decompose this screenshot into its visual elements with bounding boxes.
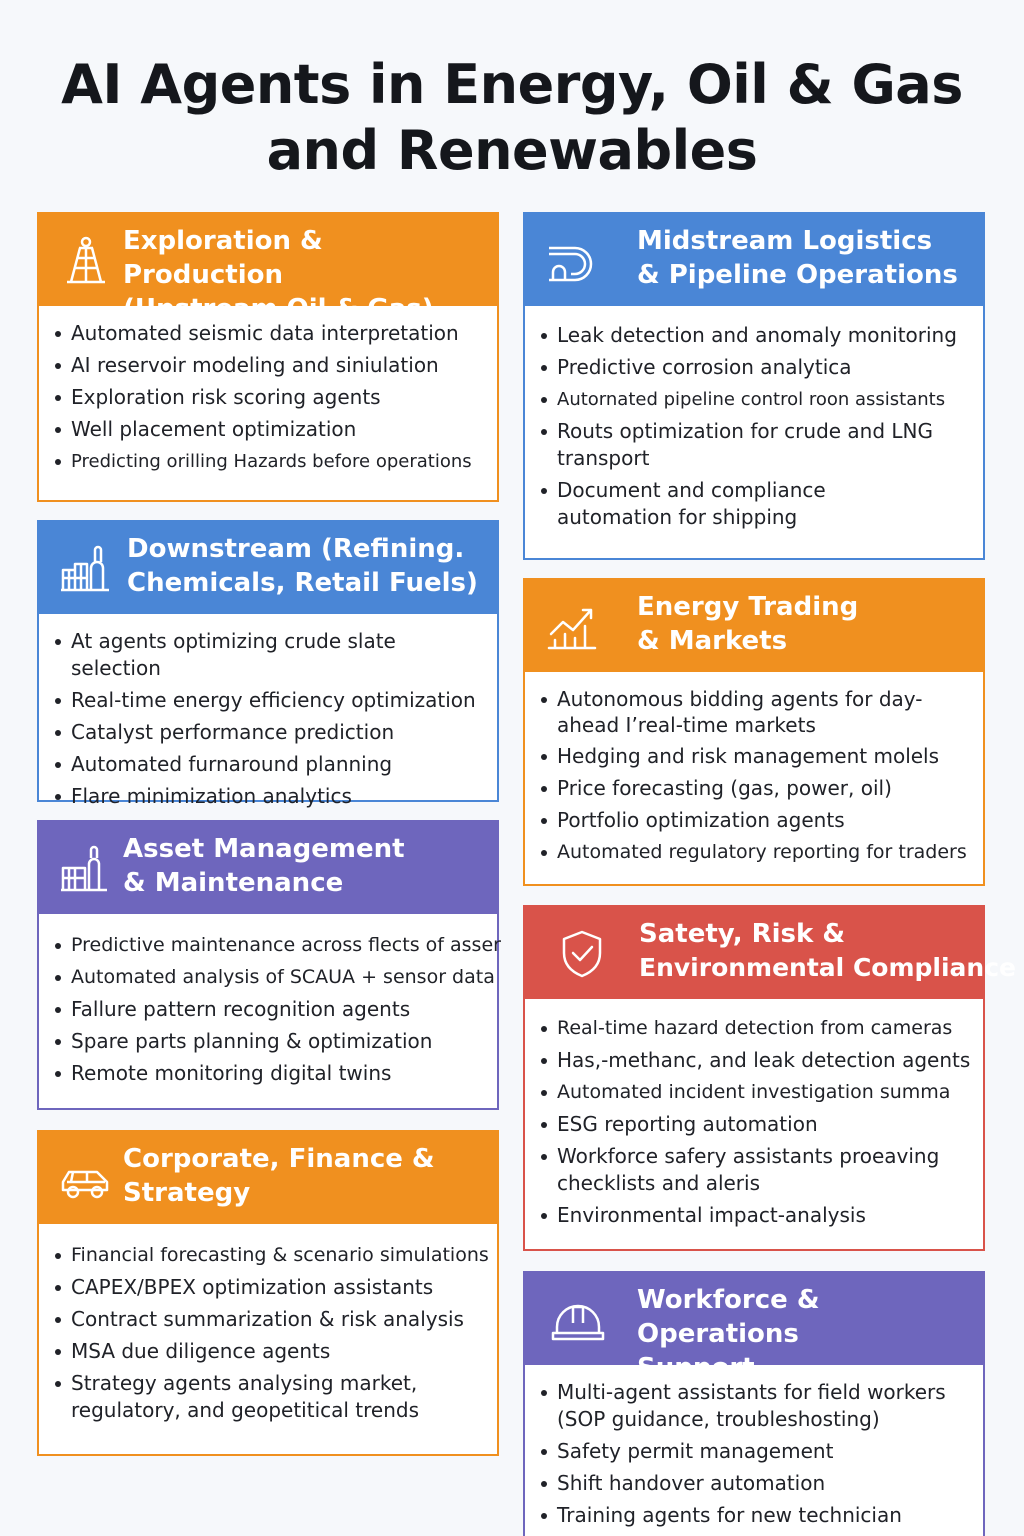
list-item: Automated furnaround planning — [71, 751, 491, 783]
card-title-line1: Downstream (Refining. — [127, 534, 465, 564]
card-header — [39, 822, 497, 914]
list-item: Leak detection and anomaly monitoring — [557, 322, 977, 354]
list-item: Automated seismic data interpretation — [71, 320, 491, 352]
list-item: Remote monitoring digital twins — [71, 1060, 491, 1092]
card-header — [39, 214, 497, 324]
page-title — [0, 52, 1024, 184]
card-header — [39, 522, 497, 614]
list-item: Safety permit management — [557, 1438, 977, 1470]
card-header — [525, 580, 983, 672]
list-item: Financial forecasting & scenario simulations — [71, 1242, 491, 1274]
list-item: Catalyst performance prediction — [71, 719, 491, 751]
list-item: Shift handover automation — [557, 1470, 977, 1502]
card-title-line2: & Markets — [637, 626, 788, 656]
card-list — [39, 1224, 497, 1443]
card-title-line2: & Pipeline Operations — [637, 260, 958, 290]
page-title-line2: and Renewables — [266, 119, 758, 182]
list-item: Flare minimization analytics — [71, 783, 491, 815]
shield-check-icon — [555, 929, 609, 979]
list-item: Hedging and risk management molels — [557, 743, 977, 775]
list-item: Predictive corrosion analytica — [557, 354, 977, 386]
trend-chart-icon — [545, 602, 599, 652]
card-title-line1: Corporate, Finance & — [123, 1144, 435, 1174]
card-header — [525, 214, 983, 306]
list-item: Predicting orilling Hazards before operations — [71, 448, 491, 480]
list-item: Well placement optimization — [71, 416, 491, 448]
list-item: Environmental impact-analysis — [557, 1202, 977, 1234]
card-list — [525, 672, 983, 885]
card-title-line1: Exploration & Production — [123, 226, 323, 290]
card-list — [39, 306, 497, 494]
list-item: At agents optimizing crude slate selection — [71, 628, 491, 687]
list-item: Exploration risk scoring agents — [71, 384, 491, 416]
oil-derrick-icon — [59, 236, 113, 286]
list-item: Autonomous bidding agents for day-ahead I’real-time markets — [557, 686, 977, 743]
list-item: MSA due diligence agents — [71, 1338, 491, 1370]
list-item: Automated regulatory reporting for traders — [557, 839, 977, 871]
list-item: Fallure pattern recognition agents — [71, 996, 491, 1028]
card-title-line1: Midstream Logistics — [637, 226, 933, 256]
card-workforce — [523, 1271, 985, 1536]
card-downstream — [37, 520, 499, 808]
list-item: Workforce safery assistants proeaving checklists and aleris — [557, 1143, 977, 1202]
list-item: Has,-methanc, and leak detection agents — [557, 1047, 977, 1079]
card-title-line1: Energy Trading — [637, 592, 859, 622]
refinery-icon — [59, 544, 113, 594]
list-item: Spare parts planning & optimization — [71, 1028, 491, 1060]
list-item: AI reservoir modeling and siniulation — [71, 352, 491, 384]
list-item: ESG reporting automation — [557, 1111, 977, 1143]
list-item: Automated incident investigation summa — [557, 1079, 977, 1111]
card-exploration — [37, 212, 499, 502]
list-item: Automated analysis of SCAUA + sensor data — [71, 964, 491, 996]
list-item: Strategy agents analysing market, regulatory, and geopetitical trends — [71, 1370, 491, 1429]
pipeline-icon — [545, 236, 599, 286]
card-title-line2: Chemicals, Retail Fuels) — [127, 568, 478, 598]
list-item: Contract summarization & risk analysis — [71, 1306, 491, 1338]
list-item: Training agents for new technician — [557, 1502, 977, 1534]
list-item: Multi-agent assistants for field workers (SOP guidance, troubleshosting) — [557, 1379, 977, 1438]
card-trading — [523, 578, 985, 886]
list-item: Predictive maintenance across flects of asser — [71, 932, 491, 964]
card-title-line2: Strategy — [123, 1178, 251, 1208]
card-corporate — [37, 1130, 499, 1456]
card-list — [525, 306, 983, 550]
card-title-line2: (Upstream Oil & Gas) — [123, 294, 434, 324]
list-item: Autornated pipeline control roon assistants — [557, 386, 977, 418]
card-title-line1: Workforce & Operations — [637, 1285, 820, 1349]
car-icon — [59, 1154, 113, 1204]
card-header — [39, 1132, 497, 1224]
card-list — [525, 999, 983, 1248]
card-list — [525, 1365, 983, 1536]
card-header — [525, 907, 1016, 999]
card-title-line2: Environmental Compliance — [639, 953, 1016, 982]
list-item: Price forecasting (gas, power, oil) — [557, 775, 977, 807]
card-header — [525, 1273, 983, 1383]
list-item: Document and compliance automation for shipping — [557, 477, 977, 536]
list-item: CAPEX/BPEX optimization assistants — [71, 1274, 491, 1306]
card-title-line2: Support — [637, 1353, 755, 1383]
card-list — [39, 914, 501, 1106]
card-asset — [37, 820, 499, 1110]
list-item: Real-time energy efficiency optimization — [71, 687, 491, 719]
card-safety — [523, 905, 1016, 1251]
card-midstream — [523, 212, 985, 560]
page-title-line1: AI Agents in Energy, Oil & Gas — [61, 53, 963, 116]
card-list — [39, 614, 497, 829]
facility-icon — [59, 844, 113, 894]
card-title-line2: & Maintenance — [123, 868, 344, 898]
list-item: Routs optimization for crude and LNG transport — [557, 418, 977, 477]
hard-hat-icon — [551, 1295, 605, 1345]
list-item: Real-time hazard detection from cameras — [557, 1015, 977, 1047]
list-item: Portfolio optimization agents — [557, 807, 977, 839]
card-title-line1: Satety, Risk & — [639, 919, 846, 949]
card-title-line1: Asset Management — [123, 834, 405, 864]
